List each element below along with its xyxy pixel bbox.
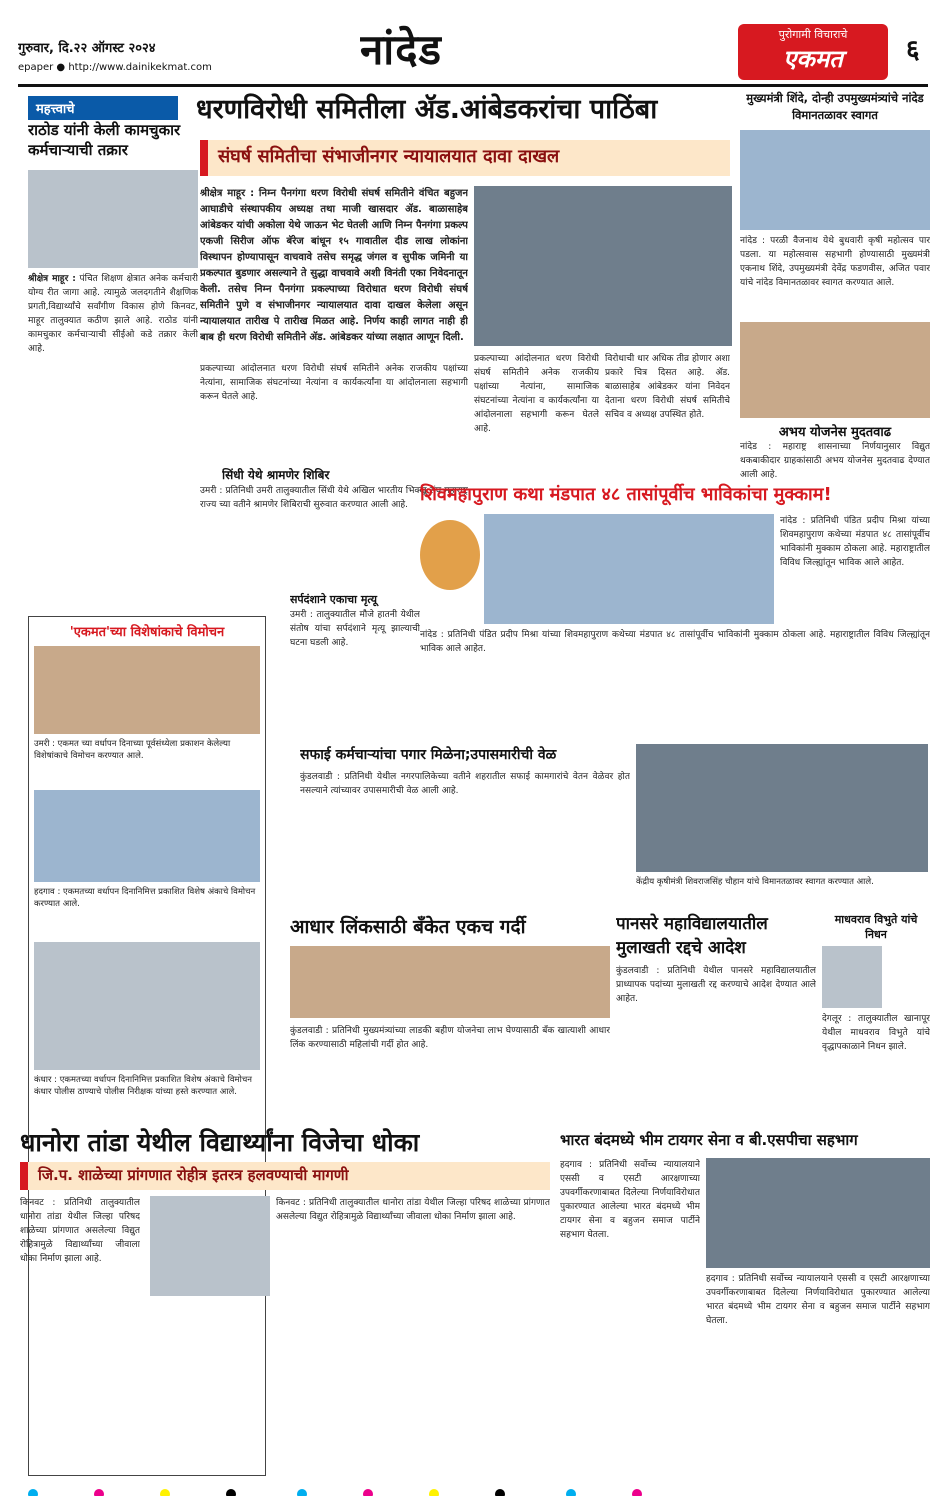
abhay-headline: अभय योजनेस मुदतवाढ	[778, 425, 892, 440]
safai-caption: केंद्रीय कृषीमंत्री शिवराजसिंह चौहान यांचे विमानतळावर स्वागत करण्यात आले.	[636, 877, 874, 887]
main-col2: विरोधाची धार अधिक तीव्र होणार अशा प्रकारे चित्र दिसत आहे. ॲड. बाळासाहेब आंबेडकर यांना निवेदन देताना धरण विरोधी संघर्ष समितीचे सचिव व अध्यक्ष उपस्थित होते.	[605, 354, 730, 420]
dhanora-body-2: किनवट : प्रतिनिधी तालुक्यातील धानोरा तांडा येथील जिल्हा परिषद शाळेच्या प्रांगणात असलेल्या विद्युत रोहित्रामुळे विद्यार्थ्यांच्या जीवाला धोका निर्माण झाला आहे.	[276, 1198, 550, 1222]
logo-name: एकमत	[783, 45, 843, 73]
bharat-photo	[706, 1158, 930, 1268]
section-label: महत्त्वाचे	[28, 96, 178, 120]
cm-photo-1	[740, 130, 930, 230]
vimochan-caption-kandhar: कंधार : एकमतच्या वर्धापन दिनानिमित्त प्रकाशित विशेष अंकाचे विमोचन कंधार पोलीस ठाण्याचे पोलीस निरीक्षक यांच्या हस्ते करण्यात आले.	[34, 1075, 252, 1097]
cm-body: नांदेड : परळी वैजनाथ येथे बुधवारी कृषी महोत्सव पार पडला. या महोत्सवास सहभागी होण्यासाठी मुख्यमंत्री एकनाथ शिंदे, उपमुख्यमंत्री देवेंद्र फडणवीस, अजित पवार यांचे नांदेड विमानतळावर स्वागत करण्यात आले.	[740, 236, 930, 288]
paansare-headline: पानसरे महाविद्यालयातील मुलाखती रद्दचे आदेश	[616, 914, 768, 958]
vimochan-photo-hadgaon	[34, 790, 260, 882]
shiv-body: नांदेड : प्रतिनिधी पंडित प्रदीप मिश्रा यांच्या शिवमहापुराण कथेच्या मंडपात ४८ तासांपूर्वीच भाविकांनी मुक्काम ठोकला आहे. महाराष्ट्रातील विविध जिल्ह्यांतून भाविक आले आहेत.	[420, 630, 930, 654]
left-body: पंचित शिक्षण क्षेत्रात अनेक कर्मचारी योग्य रीत जागा आहे. त्यामुळे जलदगतीने शैक्षणिक प्रगती,विद्यार्थ्यांचे सर्वांगीण विकास होणे किनवट, माहूर तालुक्यात कठीण झाले आहे. राठोड यांनी कामचुकार कर्मचाऱ्याची सीईओ कडे तक्रार केली आहे.	[28, 274, 198, 354]
shiv-portrait	[420, 520, 480, 590]
bharat-headline: भारत बंदमध्ये भीम टायगर सेना व बी.एसपीचा सहभाग	[560, 1131, 858, 1149]
cm-photo-2	[740, 322, 930, 418]
madhav-headline: माधवराव विभुते यांचे निधन	[834, 913, 918, 941]
main-lede: श्रीक्षेत्र माहूर : निम्न पैनगंगा धरण विरोधी संघर्ष समितीने वंचित बहुजन आघाडीचे संस्थापकीय अध्यक्ष तथा माजी खासदार ॲड. बाळासाहेब आंबेडकर यांची अकोला येथे जाऊन भेट घेतली आणि निम्न पैनगंगा प्रकल्प एकजी सिरीज ऑफ बॅरेज बांधून १५ गावातील दीड लाख लोकांना विस्थापन होण्यापासून वाचवावे तसेच समृद्ध जंगल व सुपीक जमिनी या प्रकल्पात बुडणार असल्याने ते सुद्धा वाचवावे अशी विनंती एका निवेदनातून केली. तसेच निम्न पैनगंगा प्रकल्पाच्या विरोधात धरण विरोधी संघर्ष समितीने पुणे व संभाजीनगर न्यायालयात दावा दाखल केलेला असून न्यायालयात तारीख पे तारीख मिळत आहे. निर्णय काही लागत नाही ही बाब ही धरण विरोधी समितीने ॲड. आंबेडकर यांच्या लक्षात आणून दिली.	[200, 188, 468, 343]
paansare-body: कुंडलवाडी : प्रतिनिधी येथील पानसरे महाविद्यालयातील प्राध्यापक पदांच्या मुलाखती रद्द करण्याचे आदेश देण्यात आले आहेत.	[616, 966, 816, 1004]
vimochan-photo-umri	[34, 646, 260, 734]
safai-body: कुंडलवाडी : प्रतिनिधी येथील नगरपालिकेच्या वतीने शहरातील सफाई कामगारांचे वेतन वेळेवर होत नसल्याने त्यांच्यावर उपासमारीची वेळ आली आहे.	[300, 772, 630, 796]
print-registration-marks	[0, 1484, 945, 1496]
bharat-body: हदगाव : प्रतिनिधी सर्वोच्च न्यायालयाने एससी व एसटी आरक्षणाच्या उपवर्गीकरणाबाबत दिलेल्या निर्णयाविरोधात पुकारण्यात आलेल्या भारत बंदमध्ये भीम टायगर सेना व बहुजन समाज पार्टीने सहभाग घेतला.	[560, 1160, 700, 1240]
vimochan-caption-hadgaon: हदगाव : एकमतच्या वर्धापन दिनानिमित्त प्रकाशित विशेष अंकाचे विमोचन करण्यात आले.	[34, 887, 256, 909]
shibir-body: उमरी : प्रतिनिधी उमरी तालुक्यातील सिंधी येथे अखिल भारतीय भिक्खू संघ महाराष्ट्र राज्य च्या वतीने श्रामणेर शिबिराची सुरुवात करण्यात आली आहे.	[200, 486, 468, 510]
logo-tagline: पुरोगामी विचाराचे	[778, 28, 848, 41]
left-photo	[28, 170, 198, 268]
main-headline: धरणविरोधी समितीला ॲड.आंबेडकरांचा पाठिंबा	[196, 94, 658, 125]
sarpa-body: उमरी : तालुक्यातील मौजे हातनी येथील संतोष यांचा सर्पदंशाने मृत्यू झाल्याची घटना घडली आहे.	[290, 610, 420, 648]
safai-photo	[636, 744, 928, 872]
left-dateline: श्रीक्षेत्र माहूर :	[28, 274, 76, 284]
masthead-url[interactable]: epaper ● http://www.dainikekmat.com	[18, 62, 212, 73]
main-subhead: संघर्ष समितीचा संभाजीनगर न्यायालयात दावा दाखल	[200, 140, 730, 176]
shiv-headline: शिवमहापुराण कथा मंडपात ४८ तासांपूर्वीच भाविकांचा मुक्काम!	[420, 484, 832, 505]
main-continued: प्रकल्पाच्या आंदोलनात धरण विरोधी संघर्ष समितीने अनेक राजकीय पक्षांच्या नेत्यांना, सामाजिक संघटनांच्या नेत्यांना व कार्यकर्त्यांना या आंदोलनाला सहभागी करून घेतले आहे.	[200, 364, 468, 402]
abhay-body: नांदेड : महाराष्ट्र शासनाच्या निर्णयानुसार विद्युत थकबाकीदार ग्राहकांसाठी अभय योजनेस मुदतवाढ देण्यात आली आहे.	[740, 442, 930, 480]
vimochan-caption-umri: उमरी : एकमत च्या वर्धापन दिनाच्या पूर्वसंध्येला प्रकाशन केलेल्या विशेषांकाचे विमोचन करण्यात आले.	[34, 739, 231, 761]
masthead-logo	[738, 24, 888, 80]
shiv-sidebody: नांदेड : प्रतिनिधी पंडित प्रदीप मिश्रा यांच्या शिवमहापुराण कथेच्या मंडपात ४८ तासांपूर्वीच भाविकांनी मुक्काम ठोकला आहे. महाराष्ट्रातील विविध जिल्ह्यांतून भाविक आले आहेत.	[780, 516, 930, 568]
aadhar-headline: आधार लिंकसाठी बँकेत एकच गर्दी	[290, 916, 526, 938]
page-number: ६	[906, 35, 920, 65]
dhanora-headline: धानोरा तांडा येथील विद्यार्थ्यांना विजेचा धोका	[20, 1128, 420, 1157]
main-photo	[474, 186, 732, 346]
left-article	[28, 272, 198, 612]
bharat-body-2: हदगाव : प्रतिनिधी सर्वोच्च न्यायालयाने एससी व एसटी आरक्षणाच्या उपवर्गीकरणाबाबत दिलेल्या निर्णयाविरोधात पुकारण्यात आलेल्या भारत बंदमध्ये भीम टायगर सेना व बहुजन समाज पार्टीने सहभाग घेतला.	[706, 1274, 930, 1326]
cm-headline: मुख्यमंत्री शिंदे, दोन्ही उपमुख्यमंत्र्यांचे नांदेड विमानतळावर स्वागत	[746, 91, 924, 122]
aadhar-photo	[290, 946, 610, 1018]
vimochan-photo-kandhar	[34, 942, 260, 1070]
vimochan-headline: 'एकमत'च्या विशेषांकाचे विमोचन	[69, 625, 225, 640]
masthead-date: गुरुवार, दि.२२ ऑगस्ट २०२४	[18, 41, 156, 56]
madhav-portrait	[822, 946, 882, 1008]
madhav-body: देगलूर : तालुक्यातील खानापूर येथील माधवराव विभुते यांचे वृद्धापकाळाने निधन झाले.	[822, 1014, 930, 1052]
shibir-headline: सिंधी येथे श्रामणेर शिबिर	[222, 468, 330, 482]
shiv-photo	[484, 514, 774, 624]
dhanora-subhead: जि.प. शाळेच्या प्रांगणात रोहीत्र इतरत्र हलवण्याची मागणी	[20, 1162, 550, 1190]
left-headline: राठोड यांनी केली कामचुकार कर्मचाऱ्याची तक्रार	[28, 121, 181, 159]
safai-headline: सफाई कर्मचाऱ्यांचा पगार मिळेना;उपासमारीची वेळ	[300, 747, 557, 763]
masthead-city: नांदेड	[360, 25, 442, 74]
main-col1: प्रकल्पाच्या आंदोलनात धरण विरोधी संघर्ष समितीने अनेक राजकीय पक्षांच्या नेत्यांना, सामाजिक संघटनांच्या नेत्यांना व कार्यकर्त्यांना या आंदोलनाला सहभागी करून घेतले आहे.	[474, 354, 599, 434]
aadhar-body: कुंडलवाडी : प्रतिनिधी मुख्यमंत्र्यांच्या लाडकी बहीण योजनेचा लाभ घेण्यासाठी बँक खात्याशी आधार लिंक करण्यासाठी महिलांची गर्दी होत आहे.	[290, 1026, 610, 1050]
dhanora-photo	[150, 1196, 270, 1296]
masthead-rule	[18, 84, 928, 87]
sarpa-headline: सर्पदंशाने एकाचा मृत्यू	[290, 593, 377, 606]
dhanora-body: किनवट : प्रतिनिधी तालुक्यातील धानोरा तांडा येथील जिल्हा परिषद शाळेच्या प्रांगणात असलेल्या विद्युत रोहित्रामुळे विद्यार्थ्यांच्या जीवाला धोका निर्माण झाला आहे.	[20, 1198, 140, 1264]
